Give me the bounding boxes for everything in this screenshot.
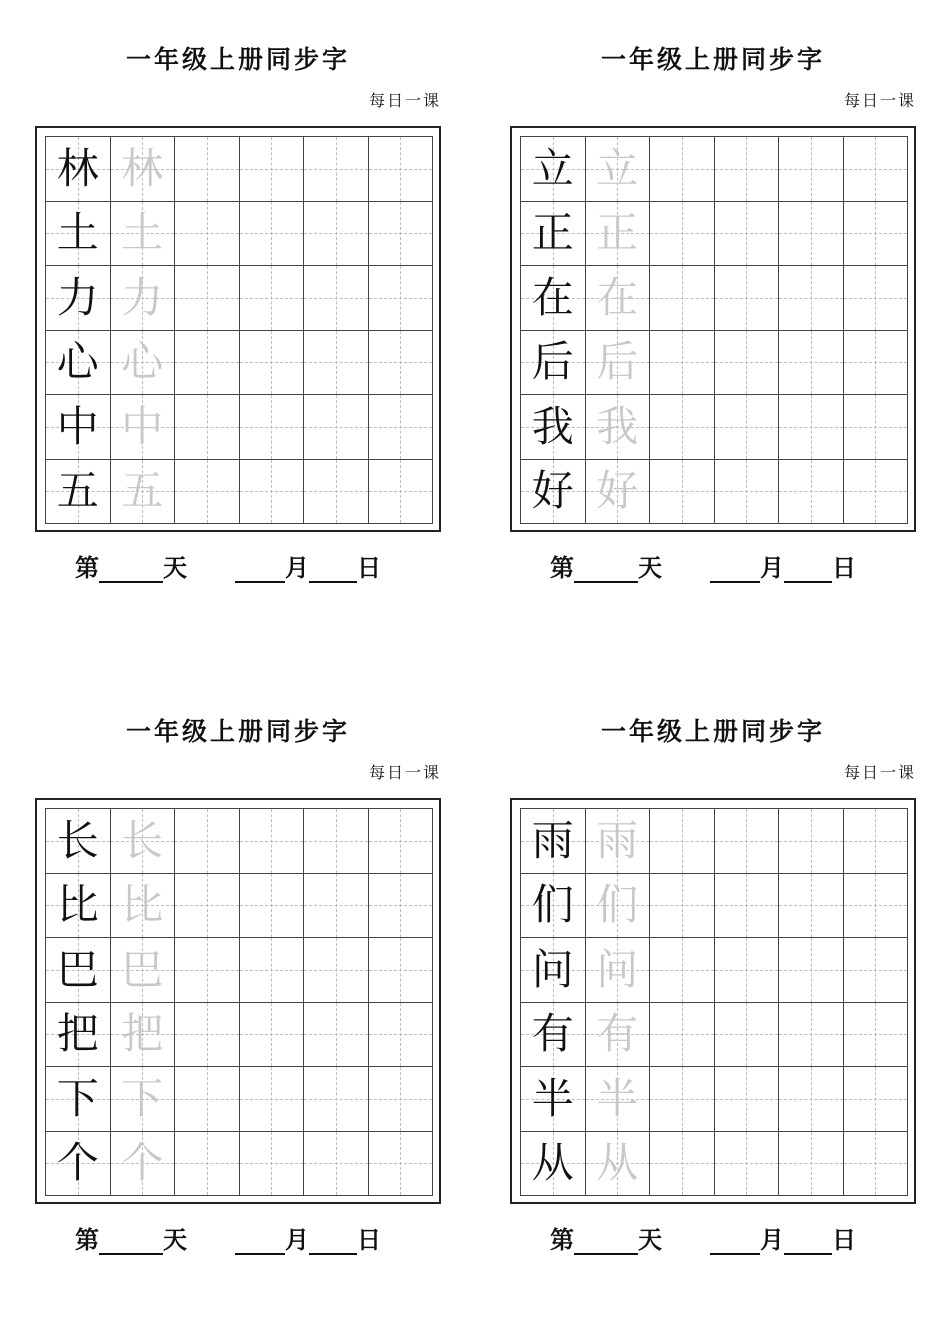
trace-character: 半 [596,1073,639,1123]
worksheet-title: 一年级上册同步字 [600,45,825,74]
trace-character: 立 [596,143,639,193]
writing-cell[interactable] [240,266,305,331]
writing-cell[interactable] [304,137,369,202]
model-character: 中 [56,401,99,451]
writing-cell[interactable] [240,202,305,267]
model-character: 半 [531,1073,574,1123]
writing-cell[interactable] [369,1132,434,1197]
model-character: 长 [56,815,99,865]
day-suffix: 天 [163,1226,187,1254]
trace-character-cell[interactable] [111,874,176,939]
writing-cell[interactable] [715,809,780,874]
model-character: 我 [531,401,574,451]
model-character-cell [46,460,111,525]
worksheet-subtitle: 每日一课 [368,763,441,782]
trace-character-cell[interactable] [586,331,651,396]
trace-character: 雨 [596,815,639,865]
writing-cell[interactable] [175,809,240,874]
model-character: 五 [56,466,99,516]
month-blank[interactable] [710,1227,760,1255]
model-character: 个 [56,1138,99,1188]
date-line [75,1220,481,1255]
month-label: 月 [760,1226,784,1254]
writing-cell[interactable] [240,395,305,460]
writing-cell[interactable] [369,266,434,331]
date-label: 日 [832,554,856,582]
writing-cell[interactable] [175,137,240,202]
trace-character: 在 [596,272,639,322]
writing-cell[interactable] [844,395,909,460]
date-label: 日 [357,554,381,582]
writing-cell[interactable] [779,1067,844,1132]
writing-cell[interactable] [844,1003,909,1068]
day-prefix: 第 [550,1226,574,1254]
trace-character: 中 [121,401,164,451]
model-character-cell [46,938,111,1003]
trace-character: 心 [121,337,164,387]
writing-cell[interactable] [175,1067,240,1132]
model-character-cell [521,809,586,874]
writing-cell[interactable] [715,1067,780,1132]
model-character: 心 [56,337,99,387]
writing-cell[interactable] [844,331,909,396]
model-character-cell [521,874,586,939]
model-character-cell [521,202,586,267]
writing-cell[interactable] [779,137,844,202]
writing-cell[interactable] [844,809,909,874]
writing-cell[interactable] [844,460,909,525]
month-label: 月 [760,554,784,582]
model-character: 从 [531,1138,574,1188]
writing-cell[interactable] [650,938,715,1003]
day-prefix: 第 [75,554,99,582]
writing-cell[interactable] [715,938,780,1003]
trace-character-cell[interactable] [586,809,651,874]
worksheet-subtitle: 每日一课 [843,91,916,110]
date-label: 日 [357,1226,381,1254]
writing-cell[interactable] [240,809,305,874]
writing-cell[interactable] [175,331,240,396]
writing-cell[interactable] [369,938,434,1003]
writing-cell[interactable] [304,1132,369,1197]
model-character: 林 [56,143,99,193]
model-character-cell [521,137,586,202]
writing-cell[interactable] [779,874,844,939]
writing-cell[interactable] [779,331,844,396]
worksheet-title: 一年级上册同步字 [125,717,350,746]
model-character-cell [521,1003,586,1068]
writing-cell[interactable] [715,331,780,396]
writing-cell[interactable] [240,1067,305,1132]
writing-cell[interactable] [715,1003,780,1068]
month-blank[interactable] [710,555,760,583]
writing-cell[interactable] [844,874,909,939]
writing-cell[interactable] [240,874,305,939]
writing-cell[interactable] [650,809,715,874]
trace-character: 长 [121,815,164,865]
writing-cell[interactable] [369,331,434,396]
trace-character: 正 [596,208,639,258]
model-character-cell [46,809,111,874]
trace-character-cell[interactable] [111,137,176,202]
writing-cell[interactable] [779,1132,844,1197]
model-character-cell [46,1003,111,1068]
trace-character-cell[interactable] [111,1003,176,1068]
trace-character: 力 [121,272,164,322]
month-blank[interactable] [235,1227,285,1255]
practice-grid-frame [510,126,916,532]
writing-cell[interactable] [304,202,369,267]
writing-cell[interactable] [779,202,844,267]
model-character-cell [521,1132,586,1197]
worksheet-title: 一年级上册同步字 [125,45,350,74]
trace-character: 比 [121,880,164,930]
trace-character: 们 [596,880,639,930]
day-prefix: 第 [550,554,574,582]
model-character-cell [521,331,586,396]
writing-cell[interactable] [369,1067,434,1132]
writing-cell[interactable] [650,1132,715,1197]
writing-cell[interactable] [240,137,305,202]
model-character: 后 [531,337,574,387]
trace-character: 有 [596,1009,639,1059]
day-number-blank[interactable] [574,1227,638,1255]
trace-character: 我 [596,401,639,451]
practice-grid-frame [35,126,441,532]
writing-cell[interactable] [715,874,780,939]
model-character: 下 [56,1073,99,1123]
model-character: 力 [56,272,99,322]
writing-cell[interactable] [175,1132,240,1197]
trace-character-cell[interactable] [586,1067,651,1132]
writing-cell[interactable] [844,137,909,202]
model-character-cell [521,395,586,460]
worksheet-subtitle: 每日一课 [368,91,441,110]
date-blank[interactable] [784,1227,832,1255]
model-character: 在 [531,272,574,322]
trace-character: 五 [121,466,164,516]
model-character-cell [46,137,111,202]
worksheet-subtitle: 每日一课 [843,763,916,782]
model-character: 正 [531,208,574,258]
writing-cell[interactable] [715,395,780,460]
model-character: 好 [531,466,574,516]
model-character: 问 [531,944,574,994]
writing-cell[interactable] [175,938,240,1003]
writing-cell[interactable] [369,202,434,267]
trace-character: 巴 [121,944,164,994]
practice-grid [520,136,908,524]
writing-cell[interactable] [650,874,715,939]
model-character: 立 [531,143,574,193]
model-character-cell [46,266,111,331]
trace-character: 问 [596,944,639,994]
writing-cell[interactable] [304,809,369,874]
day-suffix: 天 [638,554,662,582]
trace-character: 个 [121,1138,164,1188]
writing-cell[interactable] [240,460,305,525]
writing-cell[interactable] [175,874,240,939]
model-character: 有 [531,1009,574,1059]
trace-character-cell[interactable] [586,266,651,331]
writing-cell[interactable] [650,460,715,525]
day-number-blank[interactable] [574,555,638,583]
date-line [550,1220,950,1255]
worksheet-2 [510,0,920,582]
writing-cell[interactable] [779,809,844,874]
day-suffix: 天 [163,554,187,582]
model-character-cell [46,874,111,939]
worksheet-1 [35,0,445,582]
writing-cell[interactable] [844,202,909,267]
model-character-cell [46,395,111,460]
model-character-cell [521,460,586,525]
month-blank[interactable] [235,555,285,583]
model-character-cell [521,1067,586,1132]
date-blank[interactable] [784,555,832,583]
writing-cell[interactable] [844,1067,909,1132]
trace-character-cell[interactable] [586,137,651,202]
trace-character-cell[interactable] [586,938,651,1003]
practice-grid-frame [510,798,916,1204]
trace-character: 后 [596,337,639,387]
writing-cell[interactable] [779,266,844,331]
writing-cell[interactable] [779,938,844,1003]
date-line [75,548,481,583]
trace-character: 好 [596,466,639,516]
date-line [550,548,950,583]
day-suffix: 天 [638,1226,662,1254]
trace-character-cell[interactable] [111,809,176,874]
writing-cell[interactable] [304,395,369,460]
writing-cell[interactable] [650,331,715,396]
writing-cell[interactable] [715,1132,780,1197]
practice-grid [520,808,908,1196]
writing-cell[interactable] [240,1003,305,1068]
trace-character-cell[interactable] [111,266,176,331]
day-prefix: 第 [75,1226,99,1254]
writing-cell[interactable] [715,202,780,267]
worksheet-4 [510,672,920,1254]
writing-cell[interactable] [715,266,780,331]
trace-character: 林 [121,143,164,193]
date-blank[interactable] [309,1227,357,1255]
trace-character-cell[interactable] [111,938,176,1003]
writing-cell[interactable] [175,266,240,331]
writing-cell[interactable] [369,460,434,525]
date-blank[interactable] [309,555,357,583]
writing-cell[interactable] [175,395,240,460]
writing-cell[interactable] [304,1003,369,1068]
writing-cell[interactable] [844,938,909,1003]
practice-grid-frame [35,798,441,1204]
writing-cell[interactable] [715,460,780,525]
writing-cell[interactable] [304,1067,369,1132]
trace-character-cell[interactable] [586,460,651,525]
month-label: 月 [285,1226,309,1254]
writing-cell[interactable] [304,460,369,525]
writing-cell[interactable] [175,460,240,525]
worksheet-3 [35,672,445,1254]
writing-cell[interactable] [304,874,369,939]
writing-cell[interactable] [304,331,369,396]
trace-character: 把 [121,1009,164,1059]
trace-character: 从 [596,1138,639,1188]
writing-cell[interactable] [650,1067,715,1132]
model-character: 巴 [56,944,99,994]
writing-cell[interactable] [304,266,369,331]
trace-character-cell[interactable] [586,1003,651,1068]
model-character: 比 [56,880,99,930]
trace-character-cell[interactable] [111,1067,176,1132]
day-number-blank[interactable] [99,1227,163,1255]
trace-character-cell[interactable] [586,1132,651,1197]
model-character: 把 [56,1009,99,1059]
trace-character-cell[interactable] [586,202,651,267]
model-character-cell [521,938,586,1003]
trace-character-cell[interactable] [111,1132,176,1197]
model-character-cell [521,266,586,331]
writing-cell[interactable] [175,202,240,267]
model-character: 雨 [531,815,574,865]
model-character-cell [46,202,111,267]
writing-cell[interactable] [369,1003,434,1068]
writing-cell[interactable] [650,137,715,202]
model-character: 土 [56,208,99,258]
writing-cell[interactable] [650,266,715,331]
practice-grid [45,808,433,1196]
writing-cell[interactable] [240,938,305,1003]
writing-cell[interactable] [369,395,434,460]
writing-cell[interactable] [779,1003,844,1068]
trace-character-cell[interactable] [586,874,651,939]
writing-cell[interactable] [650,202,715,267]
trace-character-cell[interactable] [111,202,176,267]
writing-cell[interactable] [240,1132,305,1197]
writing-cell[interactable] [369,809,434,874]
writing-cell[interactable] [369,137,434,202]
trace-character-cell[interactable] [111,331,176,396]
writing-cell[interactable] [240,331,305,396]
model-character: 们 [531,880,574,930]
writing-cell[interactable] [844,266,909,331]
writing-cell[interactable] [779,395,844,460]
worksheet-title: 一年级上册同步字 [600,717,825,746]
trace-character: 土 [121,208,164,258]
writing-cell[interactable] [715,137,780,202]
trace-character-cell[interactable] [111,460,176,525]
trace-character: 下 [121,1073,164,1123]
trace-character-cell[interactable] [111,395,176,460]
day-number-blank[interactable] [99,555,163,583]
model-character-cell [46,331,111,396]
writing-cell[interactable] [779,460,844,525]
trace-character-cell[interactable] [586,395,651,460]
model-character-cell [46,1067,111,1132]
writing-cell[interactable] [650,395,715,460]
writing-cell[interactable] [175,1003,240,1068]
date-label: 日 [832,1226,856,1254]
writing-cell[interactable] [304,938,369,1003]
writing-cell[interactable] [650,1003,715,1068]
model-character-cell [46,1132,111,1197]
month-label: 月 [285,554,309,582]
practice-grid [45,136,433,524]
writing-cell[interactable] [369,874,434,939]
writing-cell[interactable] [844,1132,909,1197]
